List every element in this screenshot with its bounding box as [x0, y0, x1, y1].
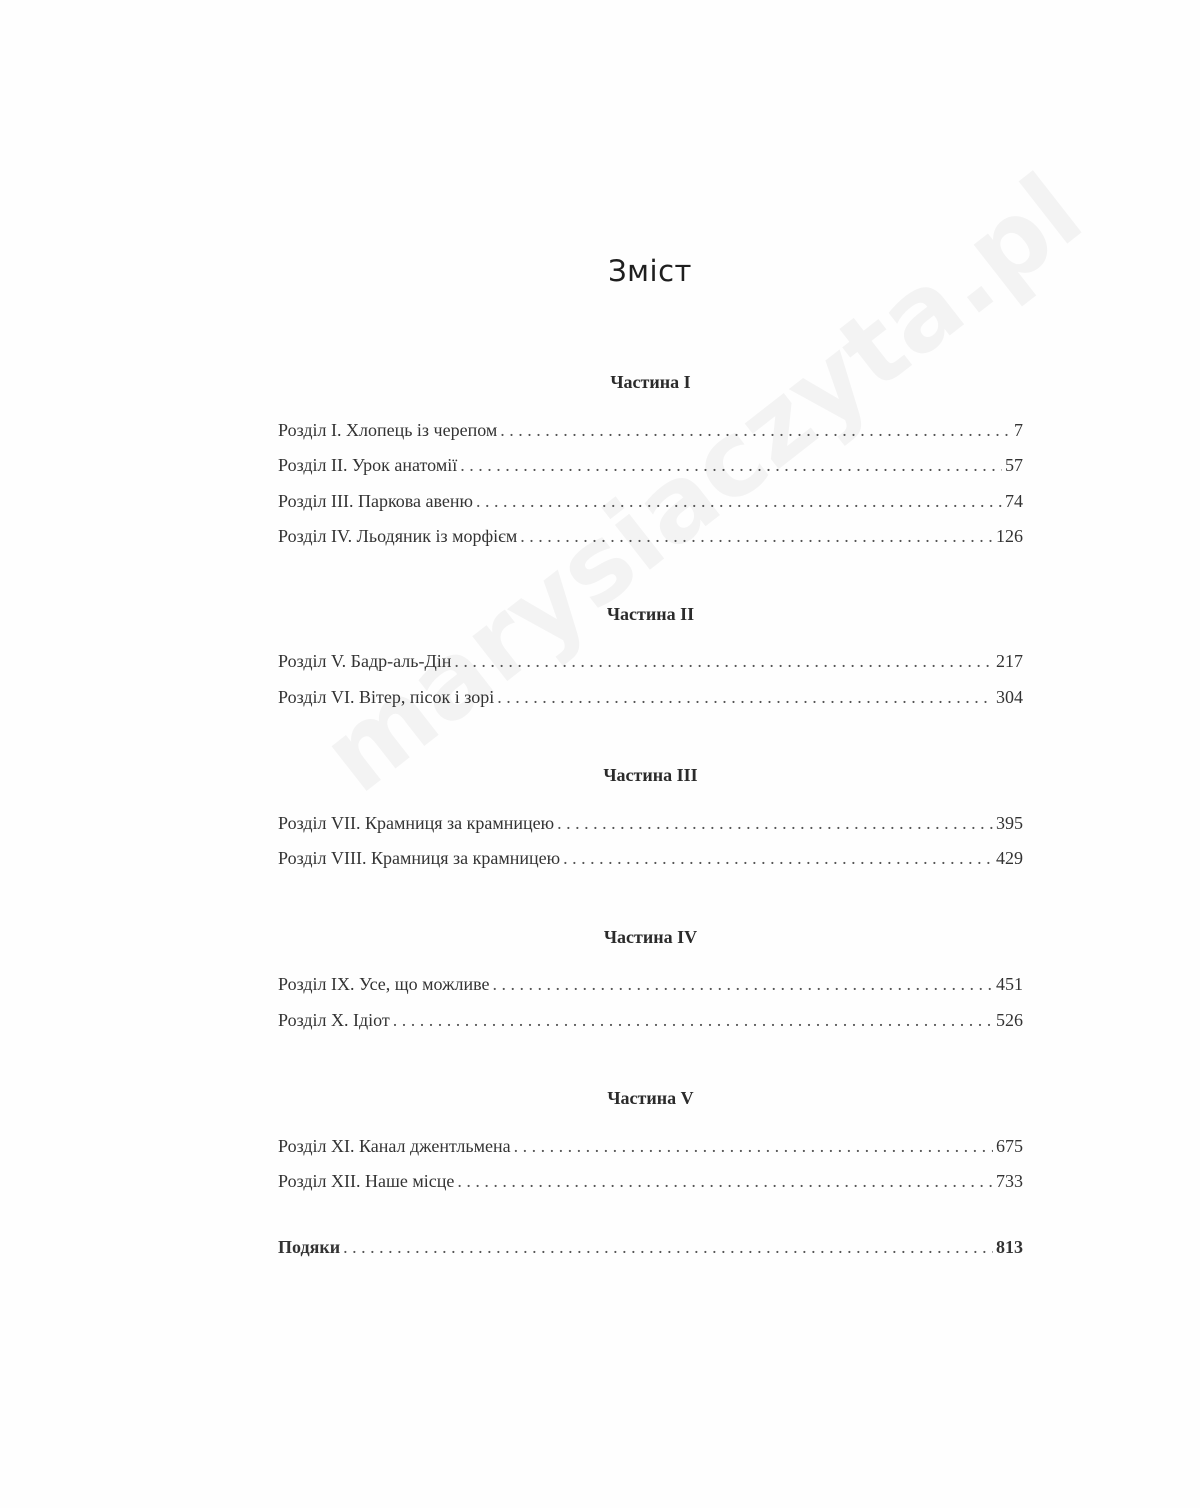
toc-entry	[278, 524, 1023, 548]
toc-entry	[278, 846, 1023, 870]
toc-entry	[278, 418, 1023, 442]
chapter-title: Розділ X. Ідіот	[278, 1010, 390, 1030]
page-number: 304	[996, 687, 1023, 707]
chapter-title: Розділ IV. Льодяник із морфієм	[278, 526, 518, 546]
chapter-title: Розділ IX. Усе, що можливе	[278, 974, 490, 994]
dot-leader	[493, 972, 994, 996]
page-number: 675	[996, 1136, 1023, 1156]
page-number: 126	[996, 526, 1023, 546]
dot-leader	[343, 1235, 993, 1259]
toc-entry	[278, 649, 1023, 673]
dot-leader	[497, 685, 993, 709]
part-heading: Частина ІІ	[606, 604, 695, 624]
page-number: 813	[996, 1237, 1023, 1257]
dot-leader	[476, 489, 1002, 513]
dot-leader	[557, 811, 993, 835]
toc-entry	[278, 1008, 1023, 1032]
page-number: 74	[1005, 491, 1023, 511]
page-number: 395	[996, 813, 1023, 833]
page-number: 57	[1005, 455, 1023, 475]
toc-entry	[278, 685, 1023, 709]
dot-leader	[393, 1008, 993, 1032]
acknowledgements-title: Подяки	[278, 1237, 341, 1257]
chapter-title: Розділ І. Хлопець із черепом	[278, 420, 498, 440]
page-number: 733	[996, 1171, 1023, 1191]
chapter-title: Розділ XI. Канал джентльмена	[278, 1136, 511, 1156]
toc-entry	[278, 489, 1023, 513]
page-title: Зміст	[608, 254, 692, 288]
toc-entry	[278, 972, 1023, 996]
toc-entry	[278, 1169, 1023, 1193]
part-heading: Частина І	[610, 372, 691, 392]
watermark	[300, 151, 1104, 817]
chapter-title: Розділ VIII. Крамниця за крамницею	[278, 848, 561, 868]
part-heading: Частина ІІІ	[603, 765, 698, 785]
dot-leader	[563, 846, 993, 870]
dot-leader	[520, 524, 993, 548]
page-number: 217	[996, 651, 1023, 671]
part-heading: Частина IV	[603, 927, 698, 947]
dot-leader	[460, 453, 1002, 477]
part-heading: Частина V	[607, 1088, 694, 1108]
dot-leader	[514, 1134, 993, 1158]
toc-entry	[278, 1134, 1023, 1158]
toc-entry	[278, 811, 1023, 835]
chapter-title: Розділ XII. Наше місце	[278, 1171, 455, 1191]
toc-entry	[278, 453, 1023, 477]
chapter-title: Розділ VII. Крамниця за крамницею	[278, 813, 555, 833]
toc-entry-acknowledgements	[278, 1235, 1023, 1259]
chapter-title: Розділ VI. Вітер, пісок і зорі	[278, 687, 495, 707]
page-number: 526	[996, 1010, 1023, 1030]
page-number: 7	[1014, 420, 1023, 440]
dot-leader	[457, 1169, 993, 1193]
chapter-title: Розділ V. Бадр-аль-Дін	[278, 651, 452, 671]
page-number: 451	[996, 974, 1023, 994]
chapter-title: Розділ ІІ. Урок анатомії	[278, 455, 458, 475]
page-number: 429	[996, 848, 1023, 868]
dot-leader	[454, 649, 993, 673]
dot-leader	[500, 418, 1011, 442]
chapter-title: Розділ ІІІ. Паркова авеню	[278, 491, 473, 511]
